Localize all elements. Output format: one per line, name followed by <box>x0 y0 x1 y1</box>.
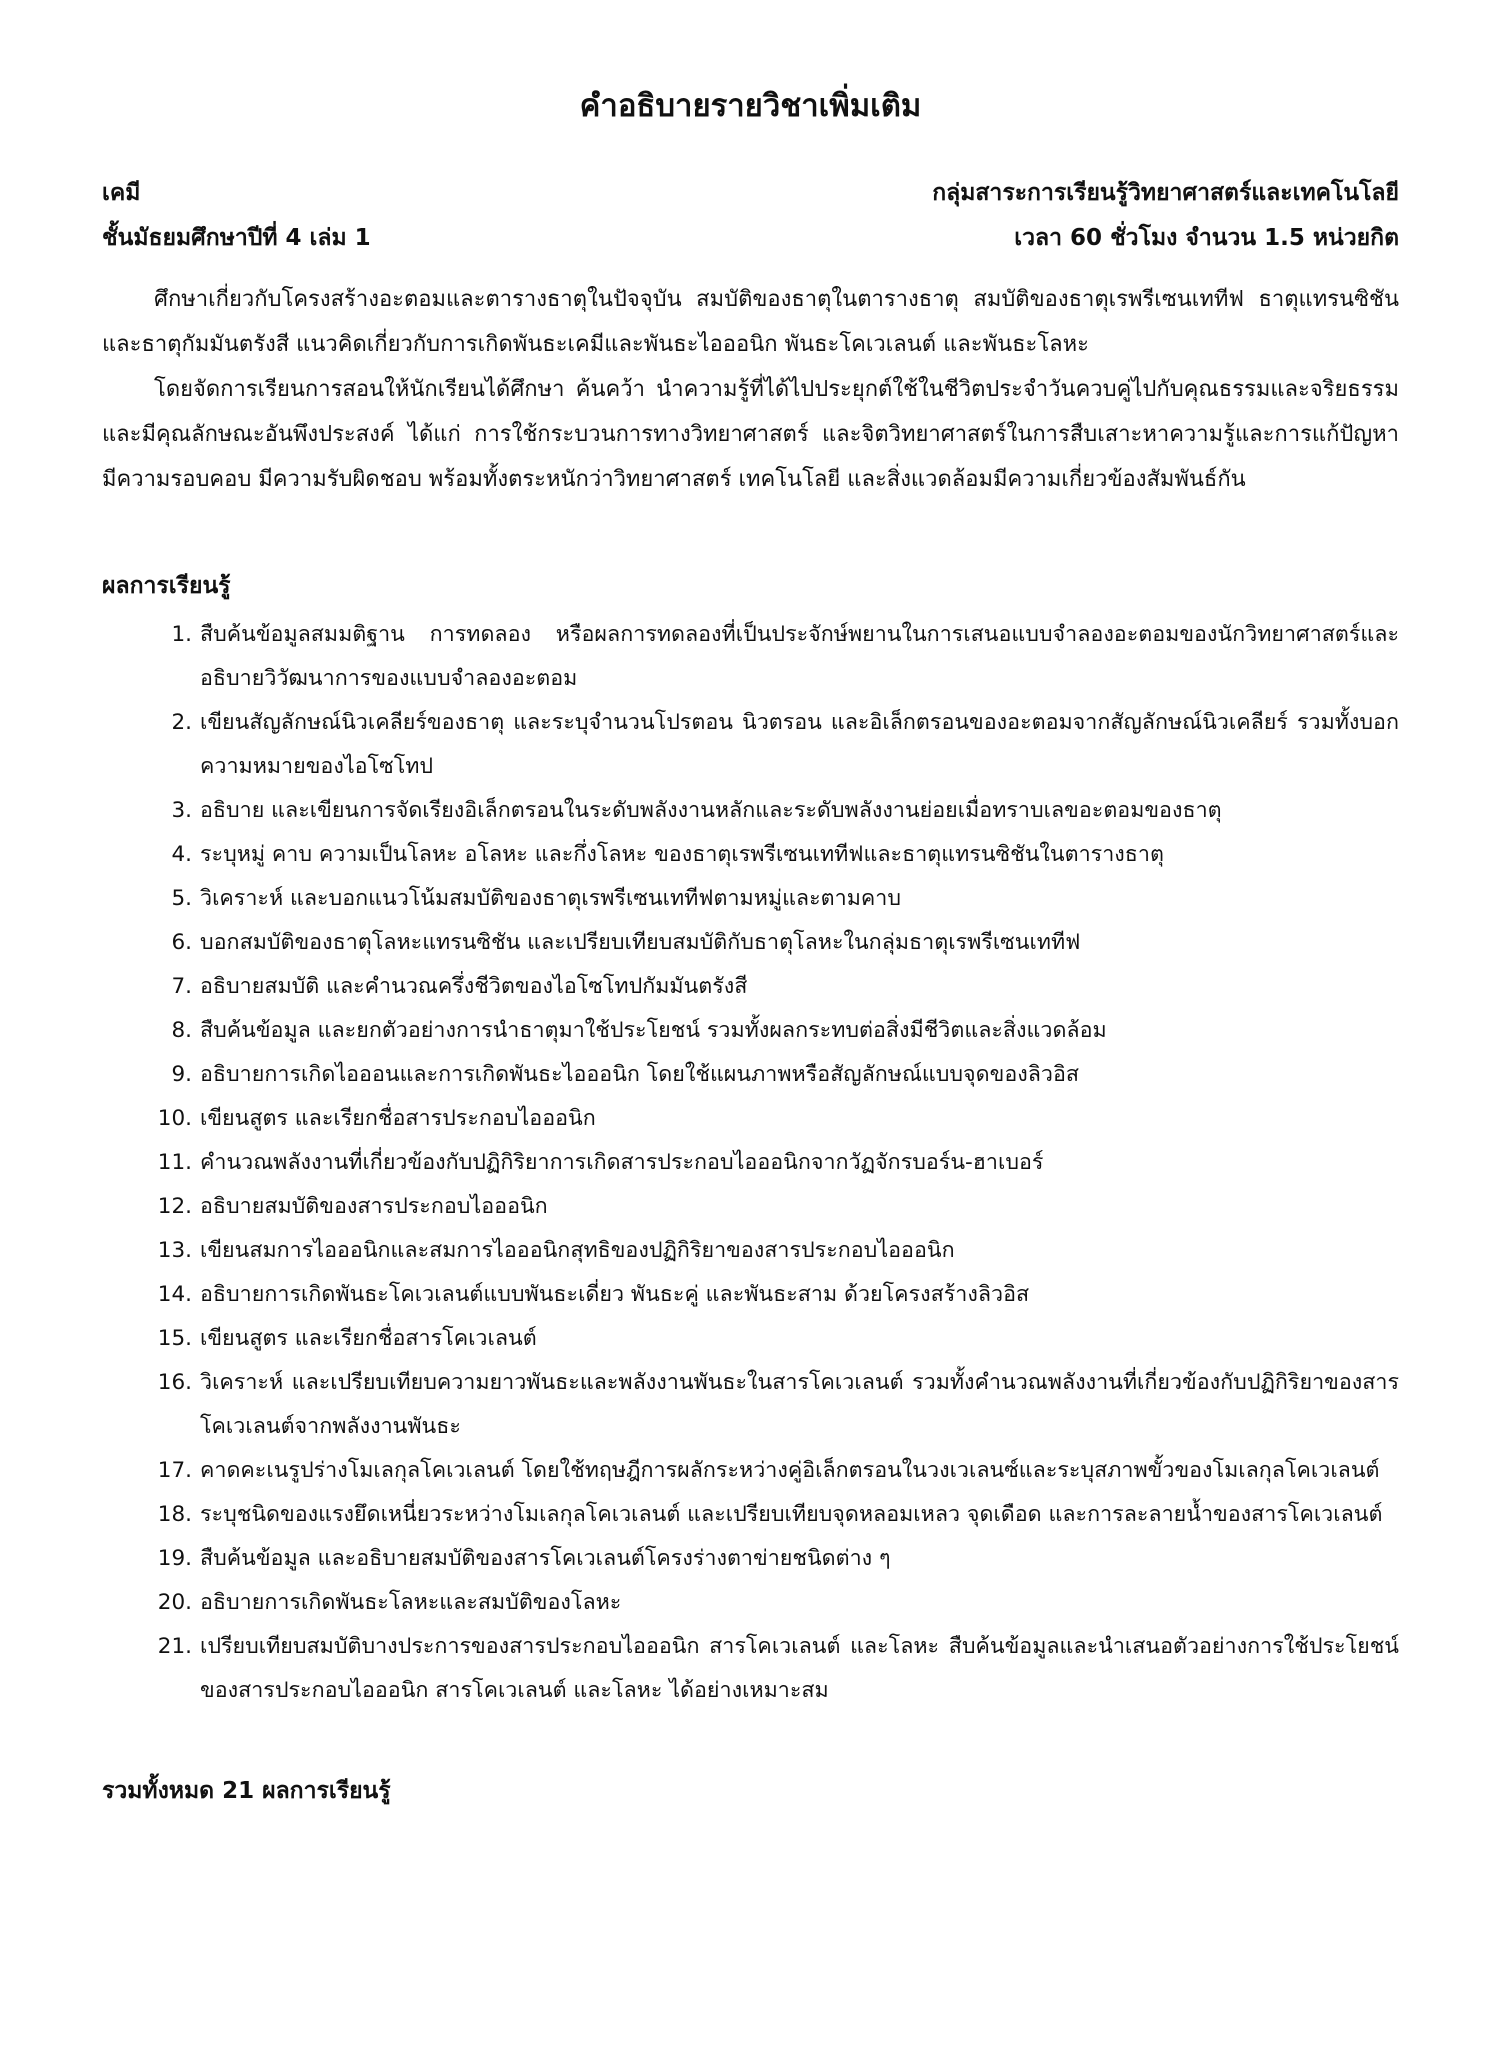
list-item <box>154 613 1399 701</box>
subject-name: เคมี <box>102 180 141 206</box>
outcome-number: 2. <box>171 710 192 735</box>
course-description <box>102 277 1399 502</box>
outcome-text: ระบุชนิดของแรงยึดเหนี่ยวระหว่างโมเลกุลโคเวเลนต์ และเปรียบเทียบจุดหลอมเหลว จุดเดือด และการละลายน้ำของสารโคเวเลนต์ <box>200 1502 1383 1527</box>
outcome-text: อธิบายการเกิดพันธะโคเวเลนต์แบบพันธะเดี่ยว พันธะคู่ และพันธะสาม ด้วยโครงสร้างลิวอิส <box>200 1282 1030 1307</box>
list-item <box>154 1625 1399 1713</box>
description-paragraph: โดยจัดการเรียนการสอนให้นักเรียนได้ศึกษา ค้นคว้า นำความรู้ที่ได้ไปประยุกต์ใช้ในชีวิตประจำวันควบคู่ไปกับคุณธรรมและจริยธรรม และมีคุณลักษณะอันพึงประสงค์ ได้แก่ การใช้กระบวนการทางวิทยาศาสตร์ และจิตวิทยาศาสตร์ในการสืบเสาะหาความรู้และการแก้ปัญหา มีความรอบคอบ มีความรับผิดชอบ พร้อมทั้งตระหนักว่าวิทยาศาสตร์ เทคโนโลยี และสิ่งแวดล้อมมีความเกี่ยวข้องสัมพันธ์กัน <box>102 377 1399 492</box>
outcome-text: เปรียบเทียบสมบัติบางประการของสารประกอบไอออนิก สารโคเวเลนต์ และโลหะ สืบค้นข้อมูลและนำเสนอตัวอย่างการใช้ประโยชน์ของสารประกอบไอออนิก สารโคเวเลนต์ และโลหะ ได้อย่างเหมาะสม <box>200 1634 1399 1703</box>
list-item <box>154 1493 1399 1537</box>
outcome-text: วิเคราะห์ และเปรียบเทียบความยาวพันธะและพลังงานพันธะในสารโคเวเลนต์ รวมทั้งคำนวณพลังงานที่เกี่ยวข้องกับปฏิกิริยาของสารโคเวเลนต์จากพลังงานพันธะ <box>200 1370 1399 1439</box>
list-item <box>154 789 1399 833</box>
list-item <box>154 1537 1399 1581</box>
outcome-text: อธิบายการเกิดพันธะโลหะและสมบัติของโลหะ <box>200 1590 622 1615</box>
list-item <box>154 1317 1399 1361</box>
outcome-number: 6. <box>171 930 192 955</box>
outcome-text: ระบุหมู่ คาบ ความเป็นโลหะ อโลหะ และกึ่งโลหะ ของธาตุเรพรีเซนเททีฟและธาตุแทรนซิชันในตารางธาตุ <box>200 842 1164 867</box>
grade-row <box>102 216 1399 261</box>
outcome-number: 11. <box>157 1150 192 1175</box>
outcome-text: อธิบายสมบัติ และคำนวณครึ่งชีวิตของไอโซโทปกัมมันตรังสี <box>200 974 748 999</box>
outcome-number: 16. <box>157 1370 192 1395</box>
outcome-number: 14. <box>157 1282 192 1307</box>
outcome-number: 20. <box>157 1590 192 1615</box>
learning-area: กลุ่มสาระการเรียนรู้วิทยาศาสตร์และเทคโนโลยี <box>932 180 1399 206</box>
outcome-number: 17. <box>157 1458 192 1483</box>
outcome-number: 13. <box>157 1238 192 1263</box>
outcome-number: 18. <box>157 1502 192 1527</box>
list-item <box>154 1185 1399 1229</box>
grade-level: ชั้นมัธยมศึกษาปีที่ 4 เล่ม 1 <box>102 225 371 251</box>
outcome-number: 21. <box>157 1634 192 1659</box>
outcomes-summary: รวมทั้งหมด 21 ผลการเรียนรู้ <box>102 1778 391 1804</box>
list-item <box>154 877 1399 921</box>
list-item <box>154 1053 1399 1097</box>
outcome-text: เขียนสัญลักษณ์นิวเคลียร์ของธาตุ และระบุจำนวนโปรตอน นิวตรอน และอิเล็กตรอนของอะตอมจากสัญลักษณ์นิวเคลียร์ รวมทั้งบอกความหมายของไอโซโทป <box>200 710 1399 779</box>
list-item <box>154 1449 1399 1493</box>
list-item <box>154 1141 1399 1185</box>
list-item <box>154 833 1399 877</box>
list-item <box>154 965 1399 1009</box>
outcome-number: 19. <box>157 1546 192 1571</box>
outcomes-list <box>102 613 1399 1713</box>
list-item <box>154 1009 1399 1053</box>
list-item <box>154 1361 1399 1449</box>
outcome-text: บอกสมบัติของธาตุโลหะแทรนซิชัน และเปรียบเทียบสมบัติกับธาตุโลหะในกลุ่มธาตุเรพรีเซนเททีฟ <box>200 930 1081 955</box>
outcome-text: อธิบายการเกิดไอออนและการเกิดพันธะไอออนิก โดยใช้แผนภาพหรือสัญลักษณ์แบบจุดของลิวอิส <box>200 1062 1080 1087</box>
outcome-text: เขียนสมการไอออนิกและสมการไอออนิกสุทธิของปฏิกิริยาของสารประกอบไอออนิก <box>200 1238 955 1263</box>
outcome-number: 7. <box>171 974 192 999</box>
outcome-text: อธิบาย และเขียนการจัดเรียงอิเล็กตรอนในระดับพลังงานหลักและระดับพลังงานย่อยเมื่อทราบเลขอะตอมของธาตุ <box>200 798 1222 823</box>
list-item <box>154 701 1399 789</box>
outcome-number: 9. <box>171 1062 192 1087</box>
outcome-number: 15. <box>157 1326 192 1351</box>
list-item <box>154 1097 1399 1141</box>
outcome-text: อธิบายสมบัติของสารประกอบไอออนิก <box>200 1194 548 1219</box>
outcome-text: เขียนสูตร และเรียกชื่อสารประกอบไอออนิก <box>200 1106 596 1131</box>
outcome-number: 8. <box>171 1018 192 1043</box>
list-item <box>154 1273 1399 1317</box>
hours-credits: เวลา 60 ชั่วโมง จำนวน 1.5 หน่วยกิต <box>1014 225 1399 251</box>
description-paragraph: ศึกษาเกี่ยวกับโครงสร้างอะตอมและตารางธาตุในปัจจุบัน สมบัติของธาตุในตารางธาตุ สมบัติของธาตุเรพรีเซนเททีฟ ธาตุแทรนซิชัน และธาตุกัมมันตรังสี แนวคิดเกี่ยวกับการเกิดพันธะเคมีและพันธะไอออนิก พันธะโคเวเลนต์ และพันธะโลหะ <box>102 287 1399 357</box>
outcome-text: เขียนสูตร และเรียกชื่อสารโคเวเลนต์ <box>200 1326 537 1351</box>
outcome-number: 4. <box>171 842 192 867</box>
outcome-text: คาดคะเนรูปร่างโมเลกุลโคเวเลนต์ โดยใช้ทฤษฎีการผลักระหว่างคู่อิเล็กตรอนในวงเวเลนซ์และระบุสภาพขั้วของโมเลกุลโคเวเลนต์ <box>200 1458 1380 1483</box>
list-item <box>154 921 1399 965</box>
outcome-number: 10. <box>157 1106 192 1131</box>
outcome-text: สืบค้นข้อมูล และอธิบายสมบัติของสารโคเวเลนต์โครงร่างตาข่ายชนิดต่าง ๆ <box>200 1546 891 1571</box>
outcome-text: สืบค้นข้อมูลสมมติฐาน การทดลอง หรือผลการทดลองที่เป็นประจักษ์พยานในการเสนอแบบจำลองอะตอมของนักวิทยาศาสตร์และอธิบายวิวัฒนาการของแบบจำลองอะตอม <box>200 622 1399 691</box>
outcome-number: 12. <box>157 1194 192 1219</box>
subject-row <box>102 171 1399 216</box>
outcome-text: สืบค้นข้อมูล และยกตัวอย่างการนำธาตุมาใช้ประโยชน์ รวมทั้งผลกระทบต่อสิ่งมีชีวิตและสิ่งแวดล้อม <box>200 1018 1107 1043</box>
outcome-text: วิเคราะห์ และบอกแนวโน้มสมบัติของธาตุเรพรีเซนเททีฟตามหมู่และตามคาบ <box>200 886 901 911</box>
outcome-number: 1. <box>171 622 192 647</box>
outcome-number: 3. <box>171 798 192 823</box>
outcome-text: คำนวณพลังงานที่เกี่ยวข้องกับปฏิกิริยาการเกิดสารประกอบไอออนิกจากวัฏจักรบอร์น-ฮาเบอร์ <box>200 1150 1044 1175</box>
outcome-number: 5. <box>171 886 192 911</box>
list-item <box>154 1229 1399 1273</box>
page-title: คำอธิบายรายวิชาเพิ่มเติม <box>579 88 922 124</box>
outcomes-heading: ผลการเรียนรู้ <box>102 573 231 599</box>
list-item <box>154 1581 1399 1625</box>
